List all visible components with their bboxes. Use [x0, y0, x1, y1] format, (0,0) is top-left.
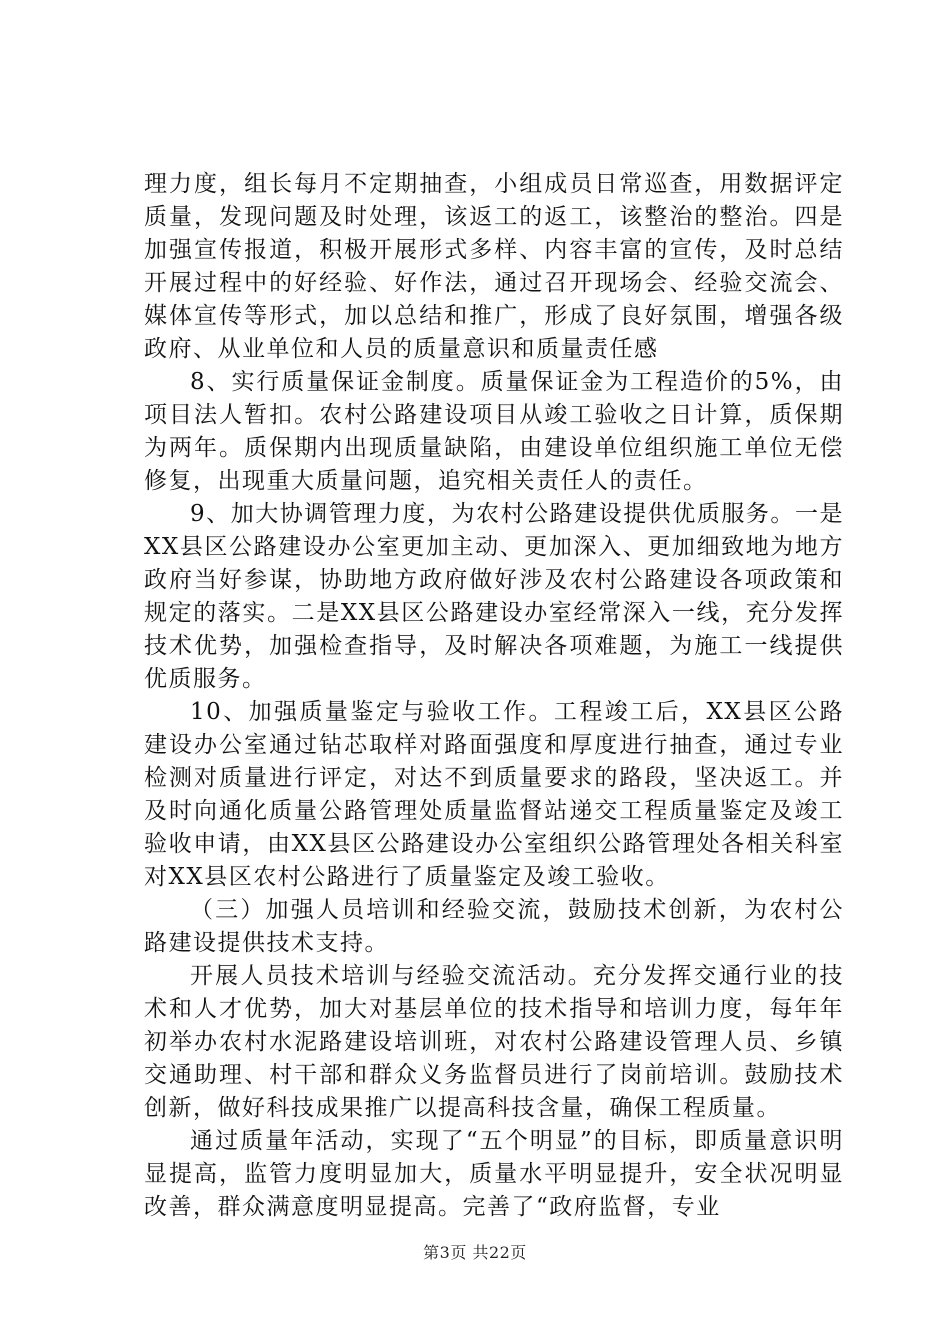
document-body: [144, 168, 844, 1224]
paragraph-7: 通过质量年活动，实现了“五个明显”的目标，即质量意识明显提高，监管力度明显加大，质量水平明显提升，安全状况明显改善，群众满意度明显提高。完善了“政府监督，专业: [144, 1128, 844, 1220]
paragraph-6: 开展人员技术培训与经验交流活动。充分发挥交通行业的技术和人才优势，加大对基层单位的技术指导和培训力度，每年年初举办农村水泥路建设培训班，对农村公路建设管理人员、乡镇交通助理、村干部和群众义务监督员进行了岗前培训。鼓励技术创新，做好科技成果推广以提高科技含量，确保工程质量。: [144, 963, 844, 1121]
paragraph-3: 9、加大协调管理力度，为农村公路建设提供优质服务。一是XX县区公路建设办公室更加主动、更加深入、更加细致地为地方政府当好参谋，协助地方政府做好涉及农村公路建设各项政策和规定的落实。二是XX县区公路建设办室经常深入一线，充分发挥技术优势，加强检查指导，及时解决各项难题，为施工一线提供优质服务。: [144, 501, 844, 692]
paragraph-4: 10、加强质量鉴定与验收工作。工程竣工后，XX县区公路建设办公室通过钻芯取样对路面强度和厚度进行抽查，通过专业检测对质量进行评定，对达不到质量要求的路段，坚决返工。并及时向通化质量公路管理处质量监督站递交工程质量鉴定及竣工验收申请，由XX县区公路建设办公室组织公路管理处各相关科室对XX县区农村公路进行了质量鉴定及竣工验收。: [144, 699, 844, 890]
paragraph-1: 理力度，组长每月不定期抽查，小组成员日常巡查，用数据评定质量，发现问题及时处理，该返工的返工，该整治的整治。四是加强宣传报道，积极开展形式多样、内容丰富的宣传，及时总结开展过程中的好经验、好作法，通过召开现场会、经验交流会、媒体宣传等形式，加以总结和推广，形成了良好氛围，增强各级政府、从业单位和人员的质量意识和质量责任感: [144, 171, 844, 362]
paragraph-2: 8、实行质量保证金制度。质量保证金为工程造价的5%，由项目法人暂扣。农村公路建设项目从竣工验收之日计算，质保期为两年。质保期内出现质量缺陷，由建设单位组织施工单位无偿修复，出现重大质量问题，追究相关责任人的责任。: [144, 369, 844, 494]
page-footer: 第3页 共22页: [423, 1243, 527, 1262]
paragraph-5: （三）加强人员培训和经验交流，鼓励技术创新，为农村公路建设提供技术支持。: [144, 897, 844, 956]
